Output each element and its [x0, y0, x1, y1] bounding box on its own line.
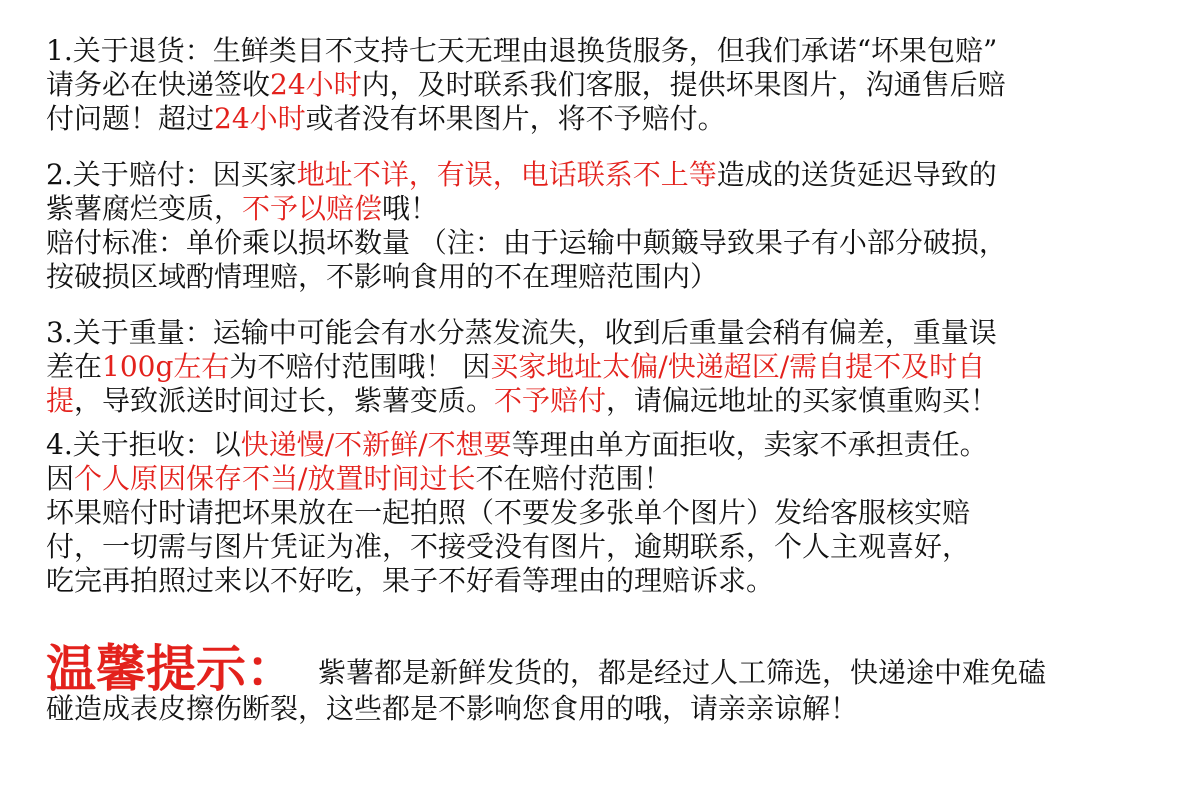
text-line: [46, 428, 1176, 462]
text-run: 紫薯腐烂变质，: [46, 192, 243, 225]
highlighted-text: 买家地址太偏/快递超区/需自提不及时自: [490, 350, 986, 383]
highlighted-text: 个人原因保存不当/放置时间过长: [74, 462, 476, 495]
text-line: [46, 316, 1176, 350]
text-line: [46, 384, 1176, 418]
section-compensation: [46, 158, 1176, 294]
text-line: [46, 496, 1176, 530]
text-run: 1.关于退货：生鲜类目不支持七天无理由退换货服务，但我们承诺“坏果包赔”: [46, 34, 998, 67]
highlighted-text: 地址不详，有误，电话联系不上等: [296, 158, 717, 191]
text-run: 等理由单方面拒收，卖家不承担责任。: [511, 428, 988, 461]
text-line: [46, 192, 1176, 226]
text-run: ，请偏远地址的买家慎重购买！: [606, 384, 999, 417]
text-run: 为不赔付范围哦！ 因: [229, 350, 491, 383]
text-line: [46, 34, 1176, 68]
text-run: 请务必在快递签收: [46, 68, 271, 101]
tip-label: 温馨提示：: [46, 640, 296, 698]
highlighted-text: 24小时: [270, 68, 362, 101]
tip-line-1: [46, 640, 1176, 698]
text-run: 付问题！超过: [46, 102, 215, 135]
text-line: [46, 226, 1176, 260]
text-line: [46, 462, 1176, 496]
tip-text-1: 紫薯都是新鲜发货的，都是经过人工筛选，快递途中难免磕: [318, 656, 1047, 689]
highlighted-text: 提: [46, 384, 75, 417]
text-line: [46, 260, 1176, 294]
section-returns: [46, 34, 1176, 136]
text-line: [46, 102, 1176, 136]
text-run: 不在赔付范围！: [475, 462, 672, 495]
highlighted-text: 24小时: [214, 102, 306, 135]
text-line: [46, 350, 1176, 384]
text-line: [46, 530, 1176, 564]
text-run: 2.关于赔付：因买家: [46, 158, 297, 191]
text-run: 坏果赔付时请把坏果放在一起拍照（不要发多张单个图片）发给客服核实赔: [46, 496, 971, 529]
text-run: 差在: [46, 350, 103, 383]
text-run: 3.关于重量：运输中可能会有水分蒸发流失，收到后重量会稍有偏差，重量误: [46, 316, 997, 349]
warm-tip: [46, 640, 1176, 726]
text-line: [46, 564, 1176, 598]
text-run: 吃完再拍照过来以不好吃，果子不好看等理由的理赔诉求。: [46, 564, 775, 597]
text-run: 哦！: [382, 192, 439, 225]
text-run: 内，及时联系我们客服，提供坏果图片，沟通售后赔: [361, 68, 1006, 101]
text-run: 造成的送货延迟导致的: [716, 158, 997, 191]
text-run: 4.关于拒收：以: [46, 428, 241, 461]
highlighted-text: 不予赔付: [494, 384, 607, 417]
text-run: ，导致派送时间过长，紫薯变质。: [74, 384, 495, 417]
text-run: 付，一切需与图片凭证为准，不接受没有图片，逾期联系，个人主观喜好，: [46, 530, 971, 563]
highlighted-text: 100g左右: [102, 350, 230, 383]
text-run: 按破损区域酌情理赔，不影响食用的不在理赔范围内）: [46, 260, 719, 293]
tip-line-2: 碰造成表皮擦伤断裂，这些都是不影响您食用的哦，请亲亲谅解！: [46, 692, 859, 725]
section-weight: [46, 316, 1176, 418]
text-line: [46, 158, 1176, 192]
text-run: 因: [46, 462, 75, 495]
highlighted-text: 快递慢/不新鲜/不想要: [240, 428, 512, 461]
text-line: [46, 68, 1176, 102]
text-run: 赔付标准：单价乘以损坏数量 （注：由于运输中颠簸导致果子有小部分破损，: [46, 226, 1007, 259]
text-run: 或者没有坏果图片，将不予赔付。: [305, 102, 726, 135]
section-rejection: [46, 428, 1176, 598]
highlighted-text: 不予以赔偿: [242, 192, 383, 225]
